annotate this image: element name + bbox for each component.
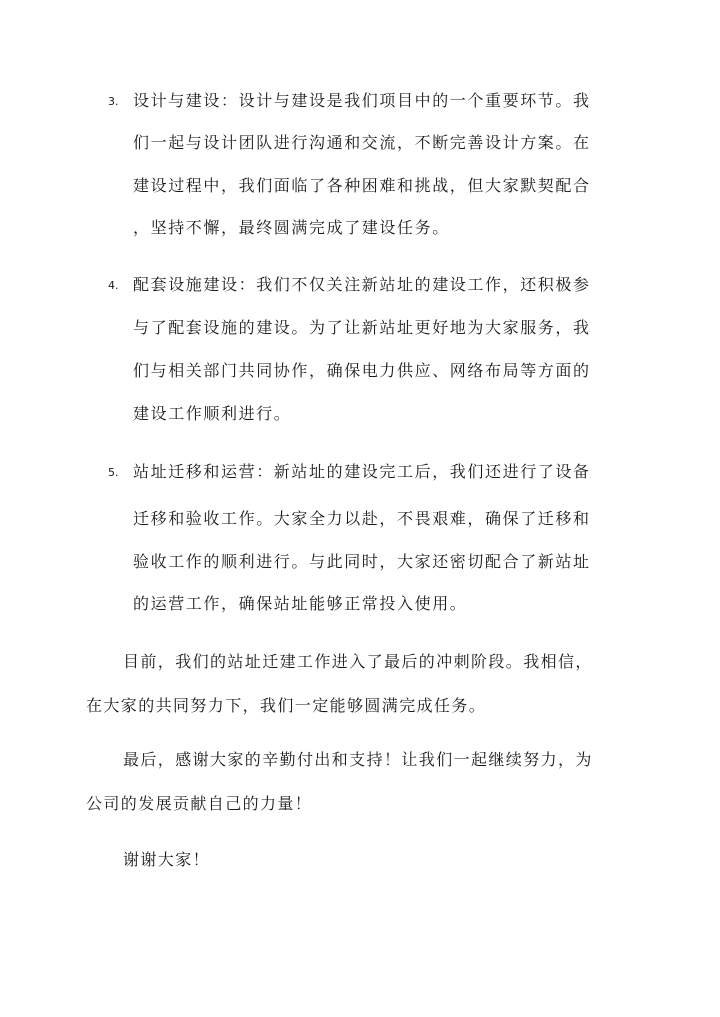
text-line: 谢谢大家！ — [123, 850, 211, 869]
text-line: 设计与建设：设计与建设是我们项目中的一个重要环节。我 — [133, 91, 591, 110]
text-line: 站址迁移和运营：新站址的建设完工后，我们还进行了设备 — [133, 462, 591, 481]
text-line: 的运营工作，确保站址能够正常投入使用。 — [133, 594, 468, 613]
text-line: 与了配套设施的建设。为了让新站址更好地为大家服务，我 — [133, 318, 591, 337]
list-number: 4. — [108, 279, 119, 292]
text-line: 验收工作的顺利进行。与此同时，大家还密切配合了新站址 — [133, 552, 591, 571]
text-line: 配套设施建设：我们不仅关注新站址的建设工作，还积极参 — [133, 275, 591, 294]
text-line: 们一起与设计团队进行沟通和交流，不断完善设计方案。在 — [133, 133, 591, 152]
text-line: 迁移和验收工作。大家全力以赴，不畏艰难，确保了迁移和 — [133, 509, 591, 528]
text-line: ，坚持不懈，最终圆满完成了建设任务。 — [133, 218, 450, 237]
text-line: 目前，我们的站址迁建工作进入了最后的冲刺阶段。我相信， — [123, 652, 593, 671]
list-number: 3. — [108, 95, 119, 108]
list-number: 5. — [108, 466, 119, 479]
text-line: 最后，感谢大家的辛勤付出和支持！让我们一起继续努力，为 — [123, 750, 593, 769]
text-line: 建设过程中，我们面临了各种困难和挑战，但大家默契配合 — [133, 176, 591, 195]
text-line: 建设工作顺利进行。 — [133, 404, 292, 423]
text-line: 在大家的共同努力下，我们一定能够圆满完成任务。 — [86, 696, 487, 715]
text-line: 们与相关部门共同协作，确保电力供应、网络布局等方面的 — [133, 361, 591, 380]
text-line: 公司的发展贡献自己的力量！ — [86, 794, 313, 813]
